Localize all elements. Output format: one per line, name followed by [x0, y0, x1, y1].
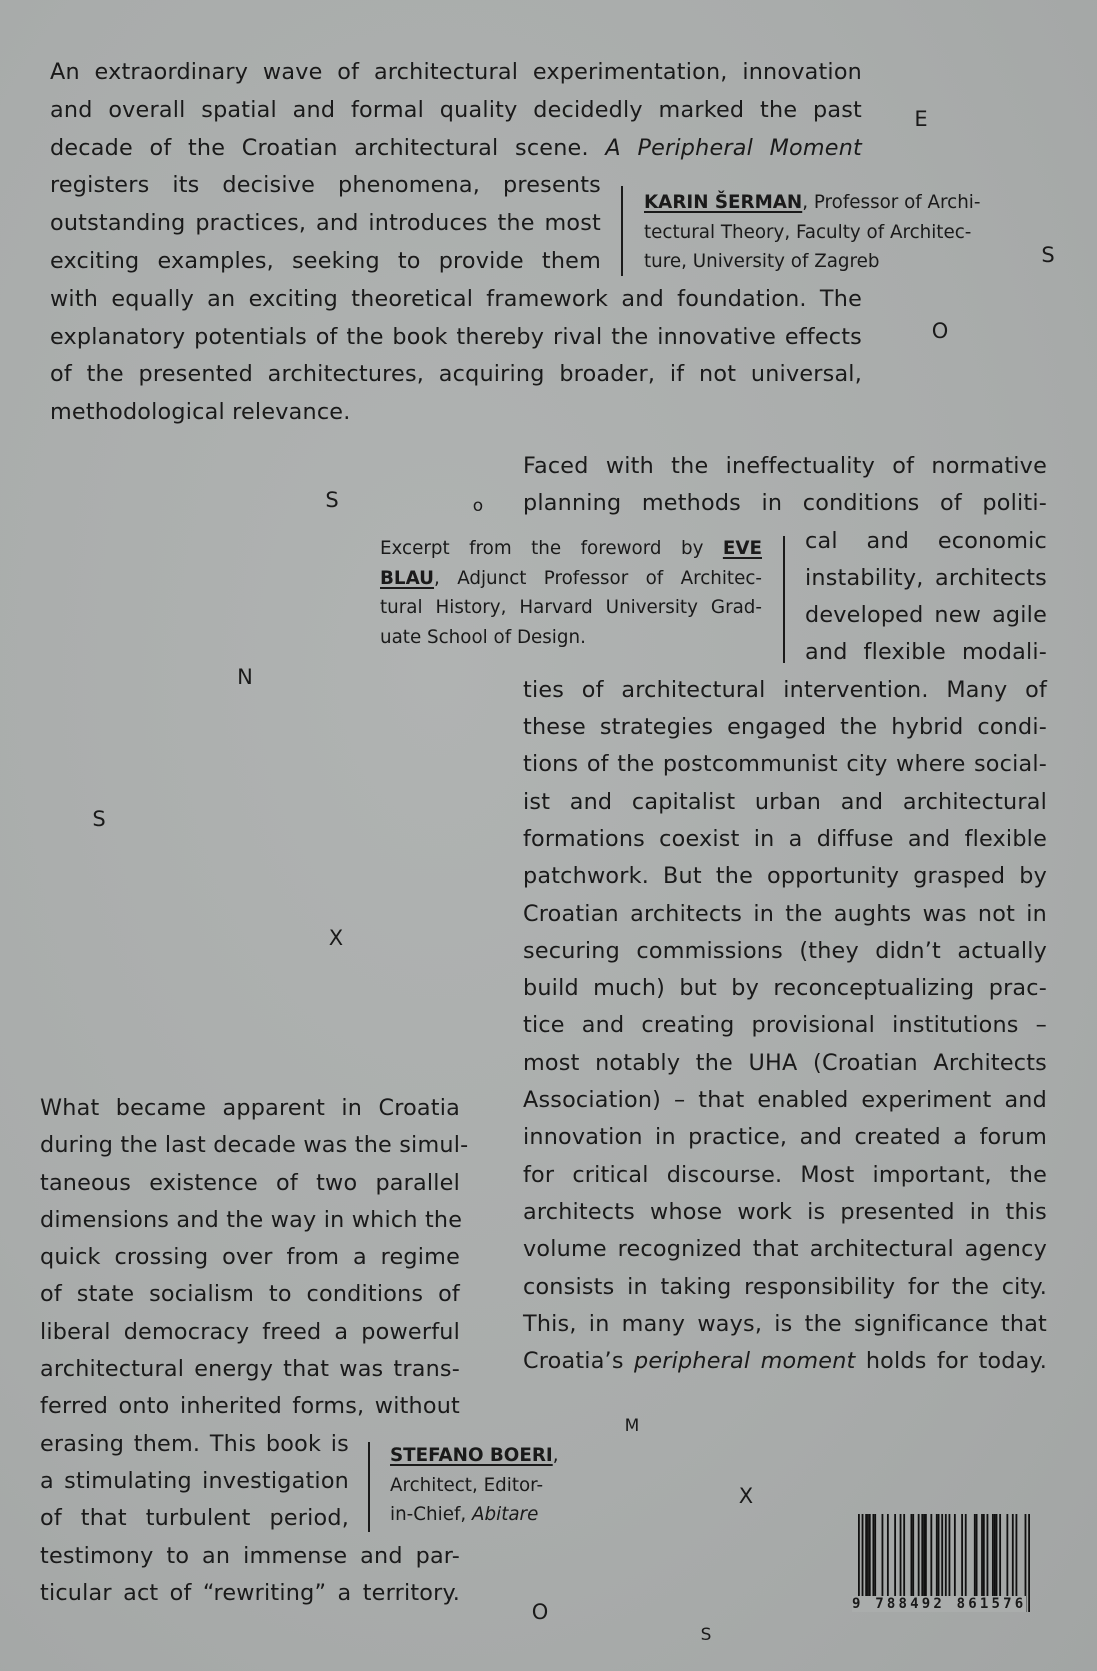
text-line: [40, 1388, 460, 1425]
barcode-bar: [887, 1514, 889, 1599]
text-segment: What became apparent in Croatia: [40, 1095, 460, 1121]
scattered-letter: M: [624, 1416, 640, 1436]
text-segment: erasing them. This book is: [40, 1430, 349, 1457]
barcode-bar: [1016, 1514, 1018, 1599]
barcode-bar: [872, 1514, 874, 1599]
text-segment: consists in taking responsibility for the city.: [523, 1273, 1047, 1300]
text-segment: ist and capitalist urban and architectural: [523, 788, 1047, 815]
text-segment: taneous existence of two parallel: [40, 1169, 460, 1196]
text-line: [390, 1441, 590, 1471]
text-line: [40, 1426, 349, 1463]
text-segment: Excerpt from the foreword by: [380, 538, 723, 559]
text-segment: innovation in practice, and created a forum: [523, 1124, 1047, 1151]
barcode-bar: [994, 1514, 996, 1599]
text-segment: build much) but by reconceptualizing prac-: [523, 975, 1047, 1002]
barcode-bar: [903, 1514, 905, 1599]
text-segment: securing commissions (they didn’t actually: [523, 937, 1047, 964]
attribution-blau: [380, 534, 762, 652]
text-line: [40, 1500, 349, 1537]
text-line: [50, 281, 862, 319]
text-segment: planning methods in conditions of politi-: [523, 490, 1047, 517]
author-name: STEFANO BOERI: [390, 1445, 553, 1466]
attribution-boeri: [390, 1441, 590, 1530]
text-segment: An extraordinary wave of architectural experimentation, innovation: [50, 59, 862, 85]
text-segment: explanatory potentials of the book thereby rival the innovative effects: [50, 323, 862, 350]
barcode-bar: [869, 1514, 871, 1599]
scattered-letter: S: [325, 488, 339, 512]
text-segment: decade of the Croatian architectural scene.: [50, 134, 606, 161]
text-line: [523, 1007, 1047, 1044]
barcode-bar: [981, 1514, 983, 1599]
text-line: [523, 1157, 1047, 1194]
text-segment: This, in many ways, is the significance that: [523, 1310, 1047, 1337]
text-segment: holds for today.: [855, 1348, 1047, 1375]
barcode-bar: [999, 1514, 1001, 1599]
text-line: [50, 167, 601, 205]
scattered-letter: S: [92, 807, 106, 831]
scattered-letter: O: [531, 1600, 549, 1624]
text-line: [40, 1202, 463, 1239]
text-segment: formations coexist in a diffuse and flexible: [523, 825, 1047, 852]
scattered-letter: o: [472, 496, 484, 516]
scattered-letter: X: [328, 926, 344, 950]
text-line: [805, 634, 1047, 671]
text-line: [523, 1045, 1047, 1082]
text-line: [523, 1269, 1047, 1306]
text-segment: Architect, Editor-: [390, 1474, 544, 1496]
italic-title: Abitare: [472, 1504, 539, 1526]
text-segment: , Professor of Archi-: [802, 192, 981, 213]
divider-rule: [783, 536, 785, 663]
text-line: [523, 970, 1047, 1007]
italic-title: A Peripheral Moment: [605, 134, 862, 161]
barcode-bar: [912, 1514, 914, 1599]
text-segment: of state socialism to conditions of: [40, 1281, 460, 1308]
text-line: [644, 188, 1004, 218]
text-line: [40, 1239, 460, 1276]
author-name: EVE: [722, 538, 762, 559]
text-line: [380, 534, 762, 564]
barcode-bar: [992, 1514, 994, 1599]
text-line: [40, 1165, 460, 1202]
text-segment: in-Chief,: [390, 1504, 472, 1526]
barcode-bar: [925, 1514, 927, 1599]
scattered-letter: S: [700, 1625, 712, 1645]
italic-title: peripheral moment: [634, 1348, 856, 1375]
text-line: [40, 1276, 460, 1313]
text-segment: cal and economic: [805, 527, 1047, 554]
barcode-bar: [961, 1514, 963, 1599]
text-line: [644, 247, 1004, 277]
barcode-bar: [911, 1514, 913, 1599]
text-segment: tectural Theory, Faculty of Architec-: [644, 221, 972, 243]
text-segment: ferred onto inherited forms, without: [40, 1393, 460, 1420]
barcode-bar: [867, 1514, 869, 1599]
barcode-bar: [949, 1514, 951, 1599]
text-segment: , Adjunct Professor of Architec-: [434, 567, 762, 589]
text-segment: developed new agile: [805, 602, 1047, 629]
divider-rule: [621, 186, 623, 276]
text-segment: volume recognized that architectural agency: [523, 1236, 1047, 1263]
text-line: [805, 597, 1047, 634]
text-line: [40, 1351, 460, 1388]
text-segment: Association) – that enabled experiment and: [523, 1087, 1047, 1114]
text-segment: for critical discourse. Most important, the: [523, 1161, 1047, 1188]
text-segment: testimony to an immense and par-: [40, 1542, 460, 1569]
barcode-bar: [923, 1514, 925, 1599]
text-line: [40, 1314, 460, 1351]
scattered-letter: X: [738, 1484, 754, 1508]
author-name: BLAU: [380, 567, 435, 589]
text-line: [380, 593, 762, 623]
text-line: [50, 319, 862, 357]
scattered-letter: E: [914, 107, 928, 131]
text-line: [50, 356, 862, 394]
text-segment: tice and creating provisional institutions –: [523, 1012, 1047, 1039]
scattered-letter: O: [931, 319, 949, 343]
text-segment: patchwork. But the opportunity grasped by: [523, 863, 1047, 890]
text-segment: exciting examples, seeking to provide them: [50, 247, 601, 274]
scattered-letter: S: [1041, 243, 1055, 267]
text-line: [390, 1500, 590, 1530]
text-line: [390, 1471, 590, 1501]
text-line: [523, 784, 1047, 821]
barcode-bar: [938, 1514, 940, 1599]
text-segment: of the presented architectures, acquiring broader, if not universal,: [50, 361, 862, 388]
text-line: [523, 1231, 1047, 1268]
barcode-bar: [1006, 1514, 1008, 1599]
text-line: [523, 1194, 1047, 1231]
text-segment: and overall spatial and formal quality decidedly marked the past: [50, 96, 862, 123]
barcode-bar: [983, 1514, 985, 1599]
barcode-bar: [921, 1514, 923, 1599]
text-line: [50, 54, 862, 92]
text-line: [523, 672, 1047, 709]
text-line: [523, 1082, 1047, 1119]
text-line: [523, 1119, 1047, 1156]
text-segment: a stimulating investigation: [40, 1467, 349, 1494]
text-segment: Croatian architects in the aughts was not in: [523, 900, 1047, 927]
barcode-bar: [874, 1514, 876, 1599]
text-line: [523, 709, 1047, 746]
text-segment: uate School of Design.: [380, 626, 586, 648]
author-name: KARIN ŠERMAN: [644, 192, 803, 213]
text-line: [40, 1090, 460, 1127]
text-line: [523, 1306, 1047, 1343]
barcode-bar: [882, 1514, 884, 1599]
text-segment: tions of the postcommunist city where social-: [523, 751, 1047, 778]
barcode-bar: [936, 1514, 938, 1599]
text-line: [644, 218, 1004, 248]
text-segment: tural History, Harvard University Grad-: [380, 597, 762, 619]
text-line: [40, 1127, 469, 1164]
text-segment: outstanding practices, and introduces the most: [50, 210, 601, 237]
divider-rule: [368, 1442, 370, 1532]
text-segment: Croatia’s: [523, 1348, 634, 1375]
text-segment: ties of architectural intervention. Many of: [523, 676, 1047, 703]
barcode-bar: [996, 1514, 998, 1599]
text-line: [523, 746, 1047, 783]
text-line: [50, 394, 862, 432]
text-line: [40, 1575, 460, 1612]
text-segment: dimensions and the way in which the: [40, 1206, 463, 1233]
text-segment: with equally an exciting theoretical framework and foundation. The: [50, 285, 862, 312]
text-line: [805, 523, 1047, 560]
text-segment: quick crossing over from a regime: [40, 1244, 460, 1271]
attribution-serman: [644, 188, 1004, 277]
barcode-bar: [1028, 1514, 1030, 1612]
text-segment: instability, architects: [805, 564, 1047, 591]
barcode-bar: [954, 1514, 956, 1599]
barcode-bar: [900, 1514, 902, 1599]
text-line: [523, 933, 1047, 970]
barcode-bar: [976, 1514, 978, 1599]
text-line: [523, 896, 1047, 933]
text-segment: methodological relevance.: [50, 399, 351, 426]
text-segment: ture, University of Zagreb: [644, 251, 880, 273]
text-line: [50, 130, 862, 168]
barcode-bar: [987, 1514, 989, 1599]
text-line: [50, 205, 601, 243]
text-segment: ticular act of “rewriting” a territory.: [40, 1579, 460, 1606]
text-line: [523, 858, 1047, 895]
barcode-bar: [965, 1514, 967, 1599]
barcode-bar: [930, 1514, 932, 1599]
text-segment: Faced with the ineffectuality of normative: [523, 453, 1047, 479]
barcode-bar: [894, 1514, 896, 1599]
text-segment: and flexible modali-: [805, 639, 1047, 666]
barcode-bar: [918, 1514, 920, 1599]
text-segment: most notably the UHA (Croatian Architects: [523, 1049, 1047, 1076]
text-line: [805, 560, 1047, 597]
scattered-letter: N: [237, 665, 253, 689]
text-segment: architectural energy that was trans-: [40, 1356, 460, 1383]
text-segment: registers its decisive phenomena, presents: [50, 172, 601, 199]
barcode-bar: [865, 1514, 867, 1599]
text-line: [380, 623, 762, 653]
text-line: [380, 564, 762, 594]
barcode-bar: [974, 1514, 976, 1599]
text-segment: these strategies engaged the hybrid condi-: [523, 714, 1047, 741]
barcode-digits: 9 788492 861576: [852, 1596, 1027, 1612]
text-segment: architects whose work is presented in this: [523, 1198, 1047, 1225]
text-segment: during the last decade was the simul-: [40, 1132, 469, 1159]
text-segment: liberal democracy freed a powerful: [40, 1318, 460, 1345]
text-line: [50, 243, 601, 281]
text-segment: of that turbulent period,: [40, 1505, 349, 1532]
text-line: [40, 1463, 349, 1500]
text-segment: ,: [552, 1445, 559, 1466]
text-line: [523, 448, 1047, 485]
barcode-bar: [1012, 1514, 1014, 1599]
text-line: [40, 1538, 460, 1575]
text-line: [523, 485, 1047, 522]
text-line: [523, 1343, 1047, 1380]
text-line: [50, 92, 862, 130]
text-line: [523, 821, 1047, 858]
